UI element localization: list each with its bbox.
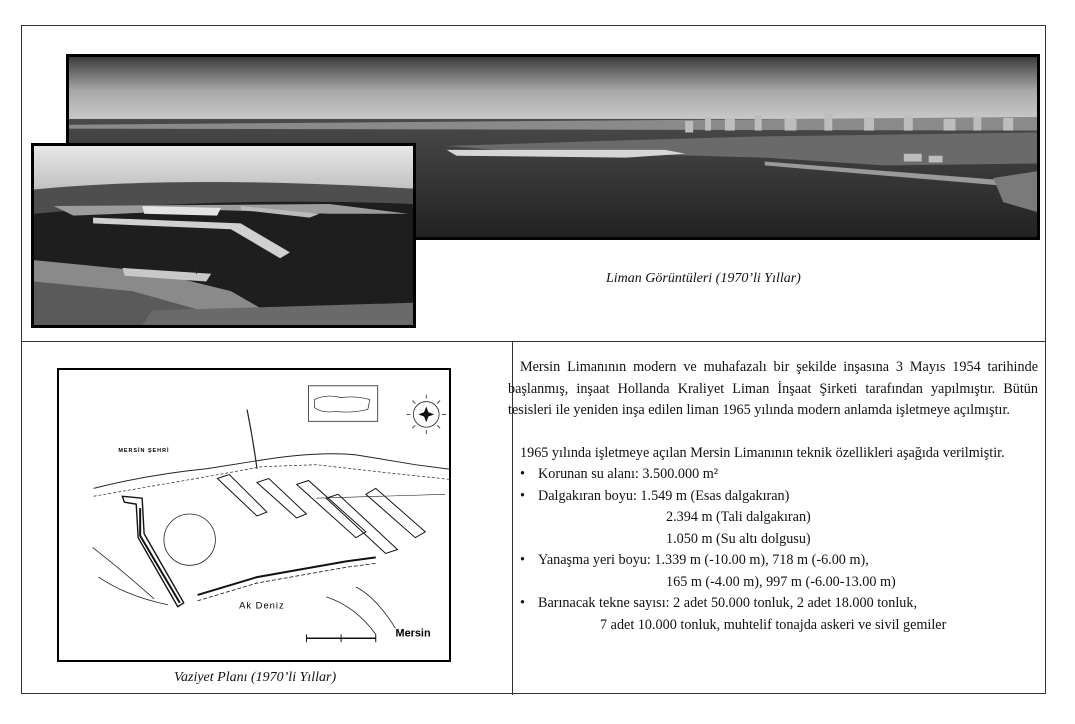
spec-breakwater-underwater: 1.050 m (Su altı dolgusu) [666,530,811,547]
row-divider [22,341,1045,342]
compass-icon [406,395,446,434]
bullet-icon: • [520,552,525,568]
description-text [508,357,1038,636]
spec-berth-length-cont: 165 m (-4.00 m), 997 m (-6.00-13.00 m) [666,573,896,590]
bullet-icon: • [520,595,525,611]
bullet-icon: • [520,487,525,504]
spec-breakwater-main: Dalgakıran boyu: 1.549 m (Esas dalgakıran) [538,487,790,504]
harbor-photo [31,143,416,328]
spec-vessel-capacity: Barınacak tekne sayısı: 2 adet 50.000 tonluk, 2 adet 18.000 tonluk, [538,595,918,611]
spec-item [520,550,1038,593]
spec-vessel-capacity-cont: 7 adet 10.000 tonluk, muhtelif tonajda askeri ve sivil gemiler [600,616,947,633]
history-paragraph: Mersin Limanının modern ve muhafazalı bir şekilde inşasına 3 Mayıs 1954 tarihinde başlanmış, inşaat Hollanda Kraliyet Liman İnşaat Şirketi tarafından yapılmıştır. Bütün tesisleri ile yeniden inşa edilen liman 1965 yılında modern anlamda işletmeye açılmıştır. [508,359,1038,418]
plan-city-label: MERSİN ŞEHRİ [118,447,170,454]
spec-berth-length: Yanaşma yeri boyu: 1.339 m (-10.00 m), 718 m (-6.00 m), [538,552,869,568]
specs-intro-paragraph: 1965 yılında işletmeye açılan Mersin Limanının teknik özellikleri aşağıda verilmiştir. [520,444,1005,461]
spec-item [520,464,1038,486]
spec-list [520,464,1038,636]
site-plan-map [57,368,451,662]
plan-sea-label: Ak Deniz [239,600,285,611]
spec-protected-water-area: Korunan su alanı: 3.500.000 m² [538,466,718,482]
bullet-icon: • [520,466,525,482]
top-caption: Liman Görüntüleri (1970’li Yıllar) [606,271,801,286]
spec-item [520,593,1038,636]
plan-name-label: Mersin [395,627,431,640]
spec-breakwater-secondary: 2.394 m (Tali dalgakıran) [666,509,811,525]
spec-item [520,486,1038,551]
plan-caption: Vaziyet Planı (1970’li Yıllar) [174,670,337,685]
